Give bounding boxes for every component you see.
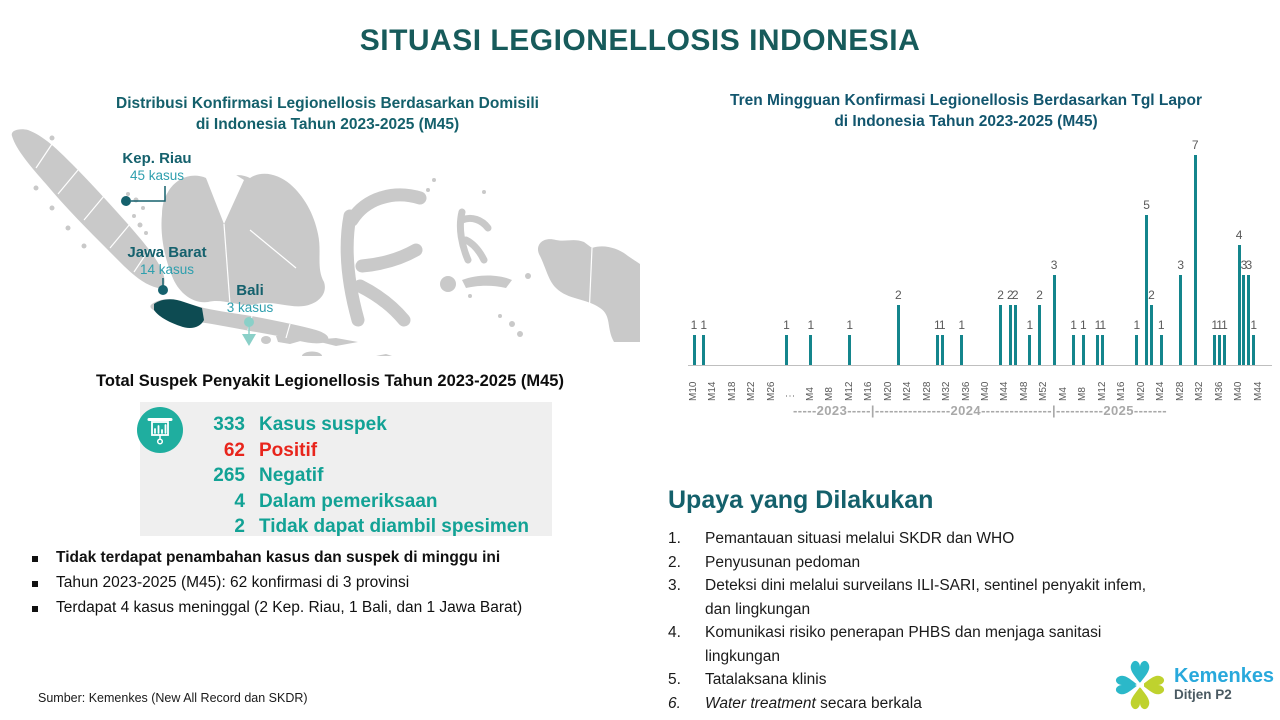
kemenkes-logo-icon — [1114, 655, 1166, 711]
stat-label: Dalam pemeriksaan — [259, 490, 438, 512]
chart-bar-label: 1 — [1250, 318, 1257, 332]
chart-bar — [1053, 275, 1056, 365]
upaya-item-number: 1. — [668, 530, 681, 547]
chart-tick-label: M12 — [843, 381, 855, 401]
region-name: Jawa Barat — [127, 244, 207, 261]
upaya-item-text: Tatalaksana klinis — [705, 671, 827, 688]
map-label-kep-riau — [107, 150, 207, 183]
stat-value: 2 — [234, 516, 245, 537]
chart-bar-label: 1 — [938, 318, 946, 332]
bullet-item — [32, 548, 642, 567]
map-panel-title-line2: di Indonesia Tahun 2023-2025 (M45) — [195, 116, 460, 133]
upaya-item — [668, 527, 1208, 551]
chart-bar-label: 3 — [1177, 258, 1184, 272]
region-name: Kep. Riau — [122, 150, 192, 167]
chart-tick-label: M12 — [1096, 381, 1108, 401]
chart-tick-label: M18 — [726, 381, 738, 401]
chart-tick-label: M4 — [804, 387, 816, 401]
chart-tick-label: M52 — [1038, 381, 1050, 401]
upaya-item — [668, 574, 1208, 621]
region-cases: 14 kasus — [139, 262, 195, 277]
chart-tick-label: M32 — [1194, 381, 1206, 401]
chart-bar — [897, 305, 900, 365]
kemenkes-logo-text — [1174, 665, 1274, 702]
stat-label: Tidak dapat diambil spesimen — [259, 516, 529, 537]
chart-bar-label: 2 — [1148, 288, 1155, 302]
bullet-item — [32, 573, 642, 592]
chart-tick-label: M8 — [824, 387, 836, 401]
upaya-item-number: 5. — [668, 671, 681, 688]
chart-title — [660, 90, 1272, 132]
chart-year-axis: -----2023-----|----------------2024---------------|----------2025------- — [793, 403, 1167, 418]
chart-bar-label: 1 — [1070, 318, 1077, 332]
conclusion-bullets — [32, 548, 642, 623]
chart-tick-label: M20 — [1135, 381, 1147, 401]
chart-bar — [1014, 305, 1017, 365]
chart-bar-label: 1 — [807, 318, 815, 332]
chart-tick-label: M10 — [688, 381, 699, 401]
chart-bar-label: 4 — [1235, 228, 1243, 242]
island-halmahera — [460, 212, 488, 260]
chart-tick-label: M20 — [882, 381, 894, 401]
chart-bar-label: 1 — [690, 318, 698, 332]
chart-tick-label: M40 — [1233, 381, 1245, 401]
chart-bar-label: 1 — [1133, 318, 1141, 332]
bullet-text: Tidak terdapat penambahan kasus dan suspek di minggu ini — [56, 549, 501, 566]
chart-tick-label: M24 — [1155, 381, 1167, 401]
map-label-bali — [210, 282, 290, 315]
chart-bar-label: 2 — [1011, 288, 1019, 302]
chart-tick-label: M4 — [1057, 387, 1069, 401]
chart-bar — [1150, 305, 1153, 365]
upaya-item-number: 3. — [668, 577, 681, 594]
bullet-text: Terdapat 4 kasus meninggal (2 Kep. Riau, 1 Bali, dan 1 Jawa Barat) — [56, 599, 523, 616]
chart-bar-label: 1 — [1094, 318, 1102, 332]
kemenkes-logo — [1114, 655, 1274, 711]
upaya-item-text: Water treatment secara berkala — [705, 694, 922, 712]
region-cases: 45 kasus — [129, 168, 185, 183]
upaya-item-text: Penyusunan pedoman — [705, 553, 861, 571]
stat-value: 62 — [223, 439, 245, 461]
province-jawa-barat-highlight — [154, 299, 204, 328]
logo-subtitle: Ditjen P2 — [1174, 686, 1232, 702]
chart-bar-label: 1 — [933, 318, 941, 332]
chart-bar-label: 1 — [958, 318, 965, 332]
bullet-marker — [32, 548, 56, 567]
chart-bar-label: 1 — [783, 318, 790, 332]
stat-row — [150, 514, 610, 540]
page-title: SITUASI LEGIONELLOSIS INDONESIA — [359, 24, 921, 57]
chart-bar-label: 1 — [1079, 318, 1087, 332]
upaya-item-text: Komunikasi risiko penerapan PHBS dan menjaga sanitasi lingkungan — [705, 624, 1102, 665]
chart-bar-label: 1 — [1211, 318, 1219, 332]
chart-tick-label: M8 — [1077, 387, 1089, 401]
chart-bar-label: 5 — [1143, 198, 1150, 212]
region-name: Bali — [236, 282, 264, 299]
chart-bar-label: 1 — [1099, 318, 1107, 332]
suspect-stat-rows — [150, 412, 610, 540]
chart-tick-label: M36 — [1213, 381, 1225, 401]
chart-tick-label: M44 — [1252, 381, 1264, 401]
chart-tick-label: M28 — [921, 381, 933, 401]
chart-bar — [1072, 335, 1075, 365]
chart-bar-label: 2 — [1006, 288, 1014, 302]
chart-tick-label: M26 — [765, 381, 777, 401]
chart-tick-label: M44 — [999, 381, 1011, 401]
stat-value: 333 — [213, 414, 245, 435]
chart-bar-label: 1 — [1216, 318, 1223, 332]
chart-tick-label: M28 — [1174, 381, 1186, 401]
stat-row — [150, 412, 610, 438]
chart-bar — [936, 335, 939, 365]
chart-tick-label: ⋮ — [785, 391, 797, 401]
upaya-section-title: Upaya yang Dilakukan — [668, 486, 934, 514]
bullet-marker — [32, 598, 56, 617]
chart-bar — [702, 335, 705, 365]
stat-label: Positif — [259, 439, 318, 461]
upaya-item-number: 6. — [668, 694, 681, 712]
chart-bar-label: 1 — [700, 318, 708, 332]
chart-bar-label: 2 — [895, 288, 902, 302]
map-label-jawa-barat — [117, 244, 217, 277]
stat-value: 265 — [213, 465, 245, 486]
chart-bar-label: 3 — [1050, 258, 1058, 272]
indonesia-map — [0, 128, 650, 356]
logo-name: Kemenkes — [1174, 664, 1275, 687]
stat-row — [150, 489, 610, 515]
bullet-marker — [32, 573, 56, 592]
chart-tick-label: M48 — [1018, 381, 1030, 401]
chart-tick-label: M16 — [863, 381, 875, 401]
chart-tick-label: M16 — [1116, 381, 1128, 401]
island-sulawesi — [347, 195, 420, 320]
chart-bar-label: 3 — [1245, 258, 1253, 272]
chart-tick-label: M14 — [707, 381, 719, 401]
bullet-text: Tahun 2023-2025 (M45): 62 konfirmasi di 3 provinsi — [56, 574, 410, 591]
chart-bar-label: 3 — [1240, 258, 1248, 272]
chart-bar-label: 1 — [846, 318, 854, 332]
chart-tick-label: M32 — [941, 381, 953, 401]
chart-tick-label: M40 — [980, 381, 991, 401]
upaya-item-text: Pemantauan situasi melalui SKDR dan WHO — [705, 530, 1015, 547]
map-panel-title-line1: Distribusi Konfirmasi Legionellosis Berdasarkan Domisili — [116, 95, 539, 112]
upaya-item-text: Deteksi dini melalui surveilans ILI-SARI, sentinel penyakit infem, dan lingkungan — [705, 577, 1147, 618]
suspect-panel-title: Total Suspek Penyakit Legionellosis Tahun 2023-2025 (M45) — [96, 372, 564, 390]
chart-tick-label: M36 — [960, 381, 972, 401]
chart-bar-label: 1 — [1221, 318, 1228, 332]
stat-row — [150, 438, 610, 464]
chart-bar-label: 1 — [1157, 318, 1165, 332]
chart-title-line1: Tren Mingguan Konfirmasi Legionellosis Berdasarkan Tgl Lapor — [730, 92, 1202, 109]
upaya-item — [668, 551, 1208, 575]
region-cases: 3 kasus — [226, 300, 274, 315]
stat-row — [150, 463, 610, 489]
stat-label: Negatif — [259, 465, 324, 486]
bullet-item — [32, 598, 642, 617]
chart-bar-label: 2 — [997, 288, 1004, 302]
chart-title-line2: di Indonesia Tahun 2023-2025 (M45) — [834, 113, 1098, 130]
upaya-item-number: 2. — [668, 553, 681, 571]
chart-tick-label: M22 — [746, 381, 758, 401]
source-note: Sumber: Kemenkes (New All Record dan SKDR) — [38, 691, 308, 705]
chart-bar-label: 2 — [1036, 288, 1043, 302]
upaya-item-number: 4. — [668, 624, 681, 641]
stat-label: Kasus suspek — [259, 414, 387, 435]
stat-value: 4 — [234, 490, 245, 512]
chart-bar-label: 7 — [1191, 138, 1199, 152]
marker-kep-riau — [121, 186, 165, 206]
chart-tick-label: M24 — [902, 381, 914, 401]
chart-bar-label: 1 — [1026, 318, 1034, 332]
